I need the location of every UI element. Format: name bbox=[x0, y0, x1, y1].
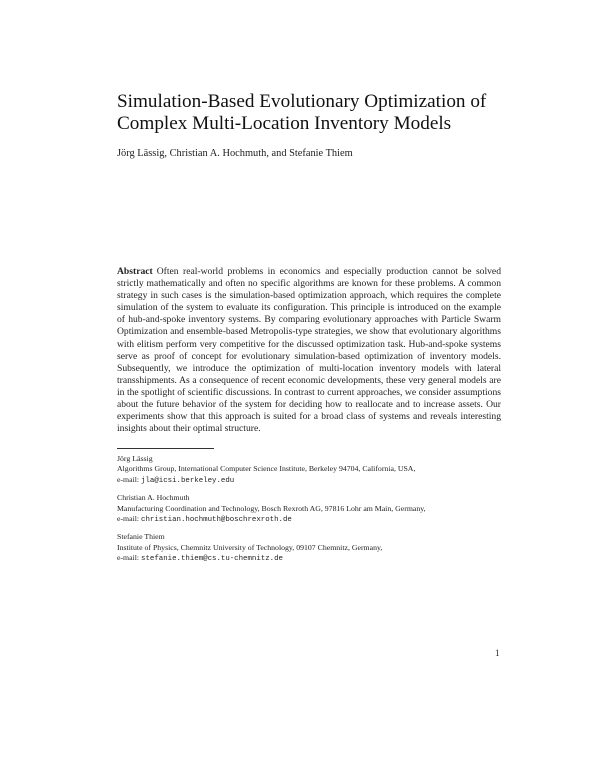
email-label: e-mail: bbox=[117, 474, 140, 484]
affiliation-name: Christian A. Hochmuth bbox=[117, 493, 190, 503]
affiliation-hochmuth bbox=[117, 493, 501, 525]
affiliation-thiem bbox=[117, 532, 501, 564]
page-number: 1 bbox=[495, 648, 500, 658]
title-line-1: Simulation-Based Evolutionary Optimization of bbox=[117, 91, 487, 112]
affiliation-email-line bbox=[117, 514, 501, 525]
author-list: Jörg Lässig, Christian A. Hochmuth, and Stefanie Thiem bbox=[117, 148, 353, 159]
affiliation-institution: Algorithms Group, International Computer Science Institute, Berkeley 94704, California, USA, bbox=[117, 464, 416, 474]
affiliation-institution: Manufacturing Coordination and Technology, Bosch Rexroth AG, 97816 Lohr am Main, Germany, bbox=[117, 503, 426, 513]
affiliation-institution: Institute of Physics, Chemnitz University of Technology, 09107 Chemnitz, Germany, bbox=[117, 542, 383, 552]
affiliations bbox=[117, 454, 501, 572]
affiliation-name: Stefanie Thiem bbox=[117, 532, 165, 542]
footnote-rule bbox=[117, 448, 214, 449]
affiliation-email-line bbox=[117, 475, 501, 486]
affiliation-name: Jörg Lässig bbox=[117, 454, 153, 463]
title-line-2: Complex Multi-Location Inventory Models bbox=[117, 113, 452, 134]
email-address: stefanie.thiem@cs.tu-chemnitz.de bbox=[141, 555, 283, 564]
email-address: christian.hochmuth@boschrexroth.de bbox=[141, 516, 292, 525]
email-label: e-mail: bbox=[117, 514, 140, 524]
affiliation-lassig bbox=[117, 454, 501, 486]
abstract-label: Abstract bbox=[117, 266, 153, 277]
abstract-text: Often real-world problems in economics and especially production cannot be solved strictly mathematically and often no specific algorithms are known for these problems. A common strategy in such cases is the simulation-based optimization approach, which requires the complete simulation of the system to evaluate its configuration. This principle is introduced on the example of hub-and-spoke inventory systems. By comparing evolutionary approaches with Particle Swarm Optimization and ensemble-based Metropolis-type strategies, we show that evolutionary algorithms with elitism perform very competitive for the discussed optimization task. Hub-and-spoke systems serve as proof of concept for evolutionary simulation-based optimization of inventory models. Subsequently, we introduce the optimization of multi-location inventory models with lateral transshipments. As a consequence of recent economic developments, these very general models are in the spotlight of scientific discussions. In contrast to current approaches, we consider assumptions about the future behavior of the system for deciding how to reallocate and to increase assets. Our experiments show that this approach is suited for a broad class of systems and reveals interesting insights about their optimal structure. bbox=[117, 266, 501, 435]
affiliation-email-line bbox=[117, 553, 501, 564]
abstract bbox=[117, 266, 501, 435]
email-address: jla@icsi.berkeley.edu bbox=[141, 476, 235, 485]
email-label: e-mail: bbox=[117, 553, 140, 563]
paper-title bbox=[117, 91, 517, 135]
